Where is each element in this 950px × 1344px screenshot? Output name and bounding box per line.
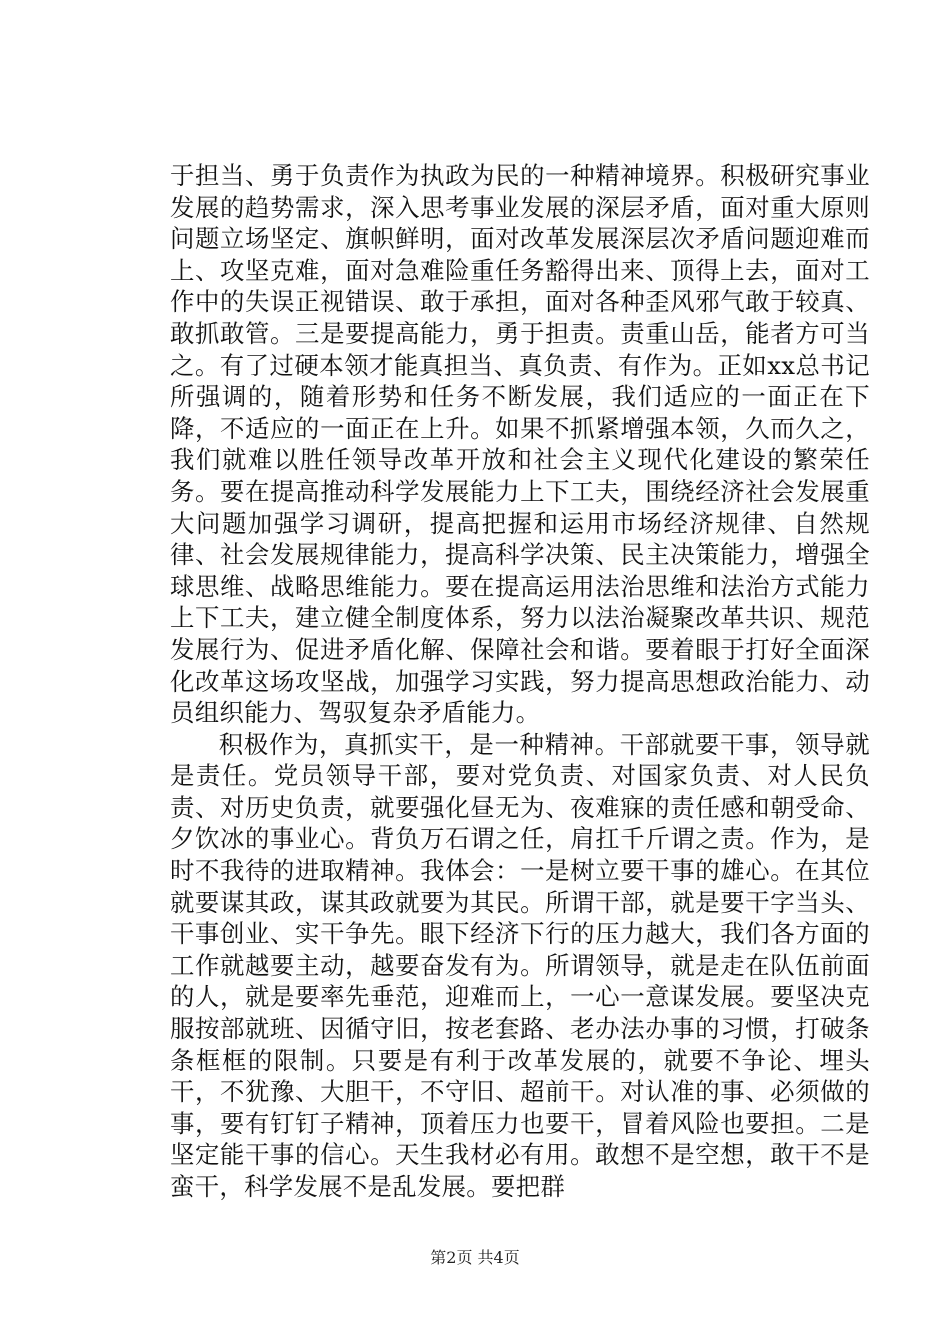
paragraph-2: 积极作为，真抓实干，是一种精神。干部就要干事，领导就是责任。党员领导干部，要对党负责、对国家负责、对人民负责、对历史负责，就要强化昼无为、夜难寐的责任感和朝受命、夕饮冰的事业心。背负万石谓之任，肩扛千斤谓之责。作为，是时不我待的进取精神。我体会：一是树立要干事的雄心。在其位就要谋其政，谋其政就要为其民。所谓干部，就是要干字当头、干事创业、实干争先。眼下经济下行的压力越大，我们各方面的工作就越要主动，越要奋发有为。所谓领导，就是走在队伍前面的人，就是要率先垂范，迎难而上，一心一意谋发展。要坚决克服按部就班、因循守旧，按老套路、老办法办事的习惯，打破条条框框的限制。只要是有利于改革发展的，就要不争论、埋头干，不犹豫、大胆干，不守旧、超前干。对认准的事、必须做的事，要有钉钉子精神，顶着压力也要干，冒着风险也要担。二是坚定能干事的信心。天生我材必有用。敢想不是空想，敢干不是蛮干，科学发展不是乱发展。要把群: [170, 729, 870, 1201]
page-footer: 第2页 共4页: [430, 1248, 520, 1267]
paragraph-1: 于担当、勇于负责作为执政为民的一种精神境界。积极研究事业发展的趋势需求，深入思考事业发展的深层矛盾，面对重大原则问题立场坚定、旗帜鲜明，面对改革发展深层次矛盾问题迎难而上、攻坚克难，面对急难险重任务豁得出来、顶得上去，面对工作中的失误正视错误、敢于承担，面对各种歪风邪气敢于较真、敢抓敢管。三是要提高能力，勇于担责。责重山岳，能者方可当之。有了过硬本领才能真担当、真负责、有作为。正如xx总书记所强调的，随着形势和任务不断发展，我们适应的一面正在下降，不适应的一面正在上升。如果不抓紧增强本领，久而久之，我们就难以胜任领导改革开放和社会主义现代化建设的繁荣任务。要在提高推动科学发展能力上下工夫，围绕经济社会发展重大问题加强学习调研，提高把握和运用市场经济规律、自然规律、社会发展规律能力，提高科学决策、民主决策能力，增强全球思维、战略思维能力。要在提高运用法治思维和法治方式能力上下工夫，建立健全制度体系，努力以法治凝聚改革共识、规范发展行为、促进矛盾化解、保障社会和谐。要着眼于打好全面深化改革这场攻坚战，加强学习实践，努力提高思想政治能力、动员组织能力、驾驭复杂矛盾能力。: [170, 161, 870, 728]
document-body: [170, 160, 870, 1203]
